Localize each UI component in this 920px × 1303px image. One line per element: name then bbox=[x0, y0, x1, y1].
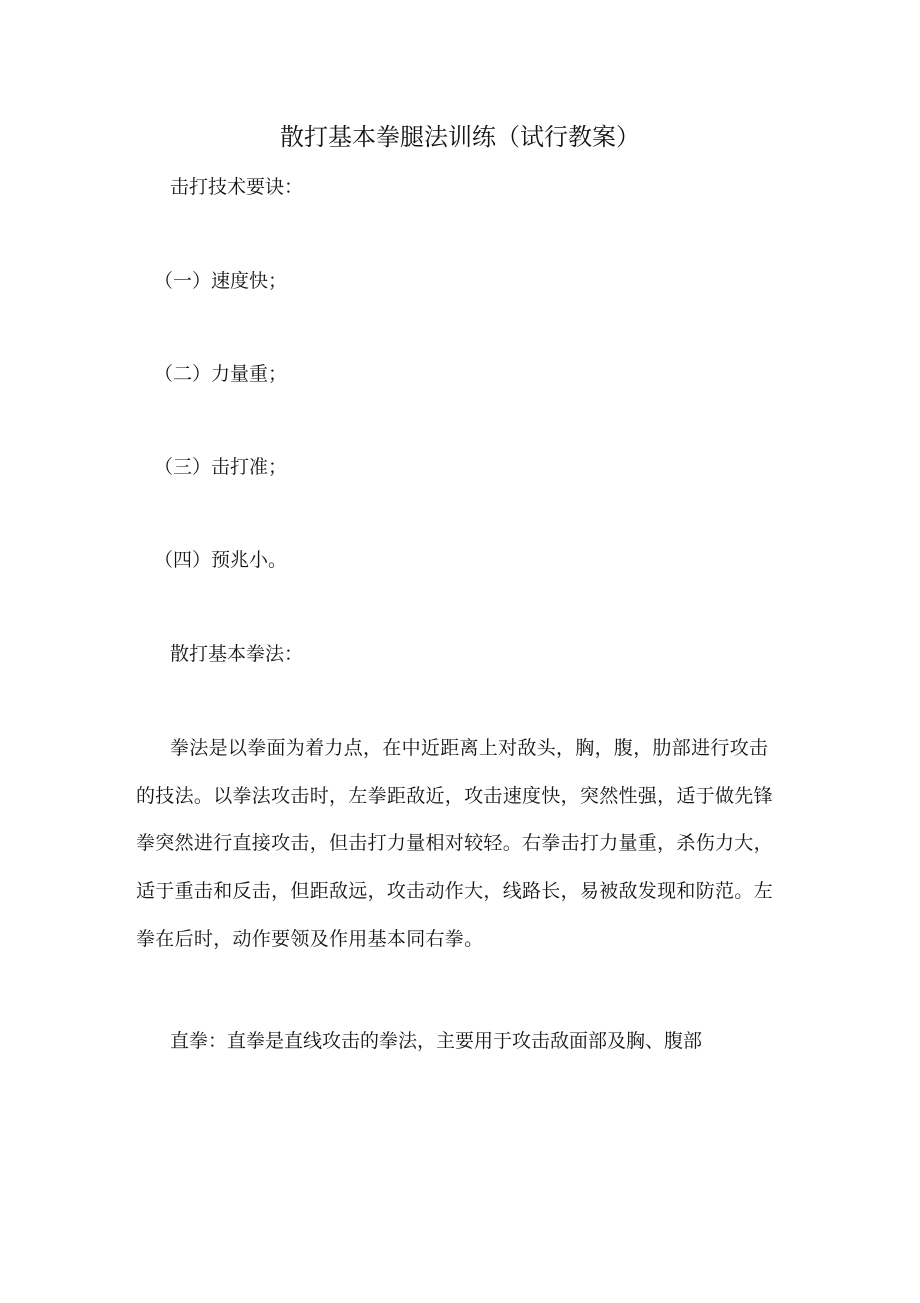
paragraph-line: 的技法。以拳法攻击时，左拳距敌近，攻击速度快，突然性强，适于做先锋 bbox=[136, 785, 773, 807]
heading-striking-tips: 击打技术要诀： bbox=[170, 176, 304, 198]
point-2: （二）力量重； bbox=[154, 363, 288, 385]
paragraph-line: 拳突然进行直接攻击，但击打力量相对较轻。右拳击打力量重，杀伤力大， bbox=[136, 832, 773, 854]
point-1: （一）速度快； bbox=[154, 270, 288, 292]
point-3: （三）击打准； bbox=[154, 456, 288, 478]
paragraph-line: 适于重击和反击，但距敌远，攻击动作大，线路长，易被敌发现和防范。左 bbox=[136, 880, 773, 902]
document-title: 散打基本拳腿法训练（试行教案） bbox=[280, 123, 640, 151]
heading-basic-punches: 散打基本拳法： bbox=[170, 643, 304, 665]
point-4: （四）预兆小。 bbox=[154, 549, 288, 571]
straight-punch-text: 直拳：直拳是直线攻击的拳法，主要用于攻击敌面部及胸、腹部 bbox=[170, 1030, 703, 1052]
paragraph-line: 拳法是以拳面为着力点，在中近距离上对敌头，胸，腹，肋部进行攻击 bbox=[170, 737, 769, 759]
paragraph-line: 拳在后时，动作要领及作用基本同右拳。 bbox=[136, 928, 484, 950]
